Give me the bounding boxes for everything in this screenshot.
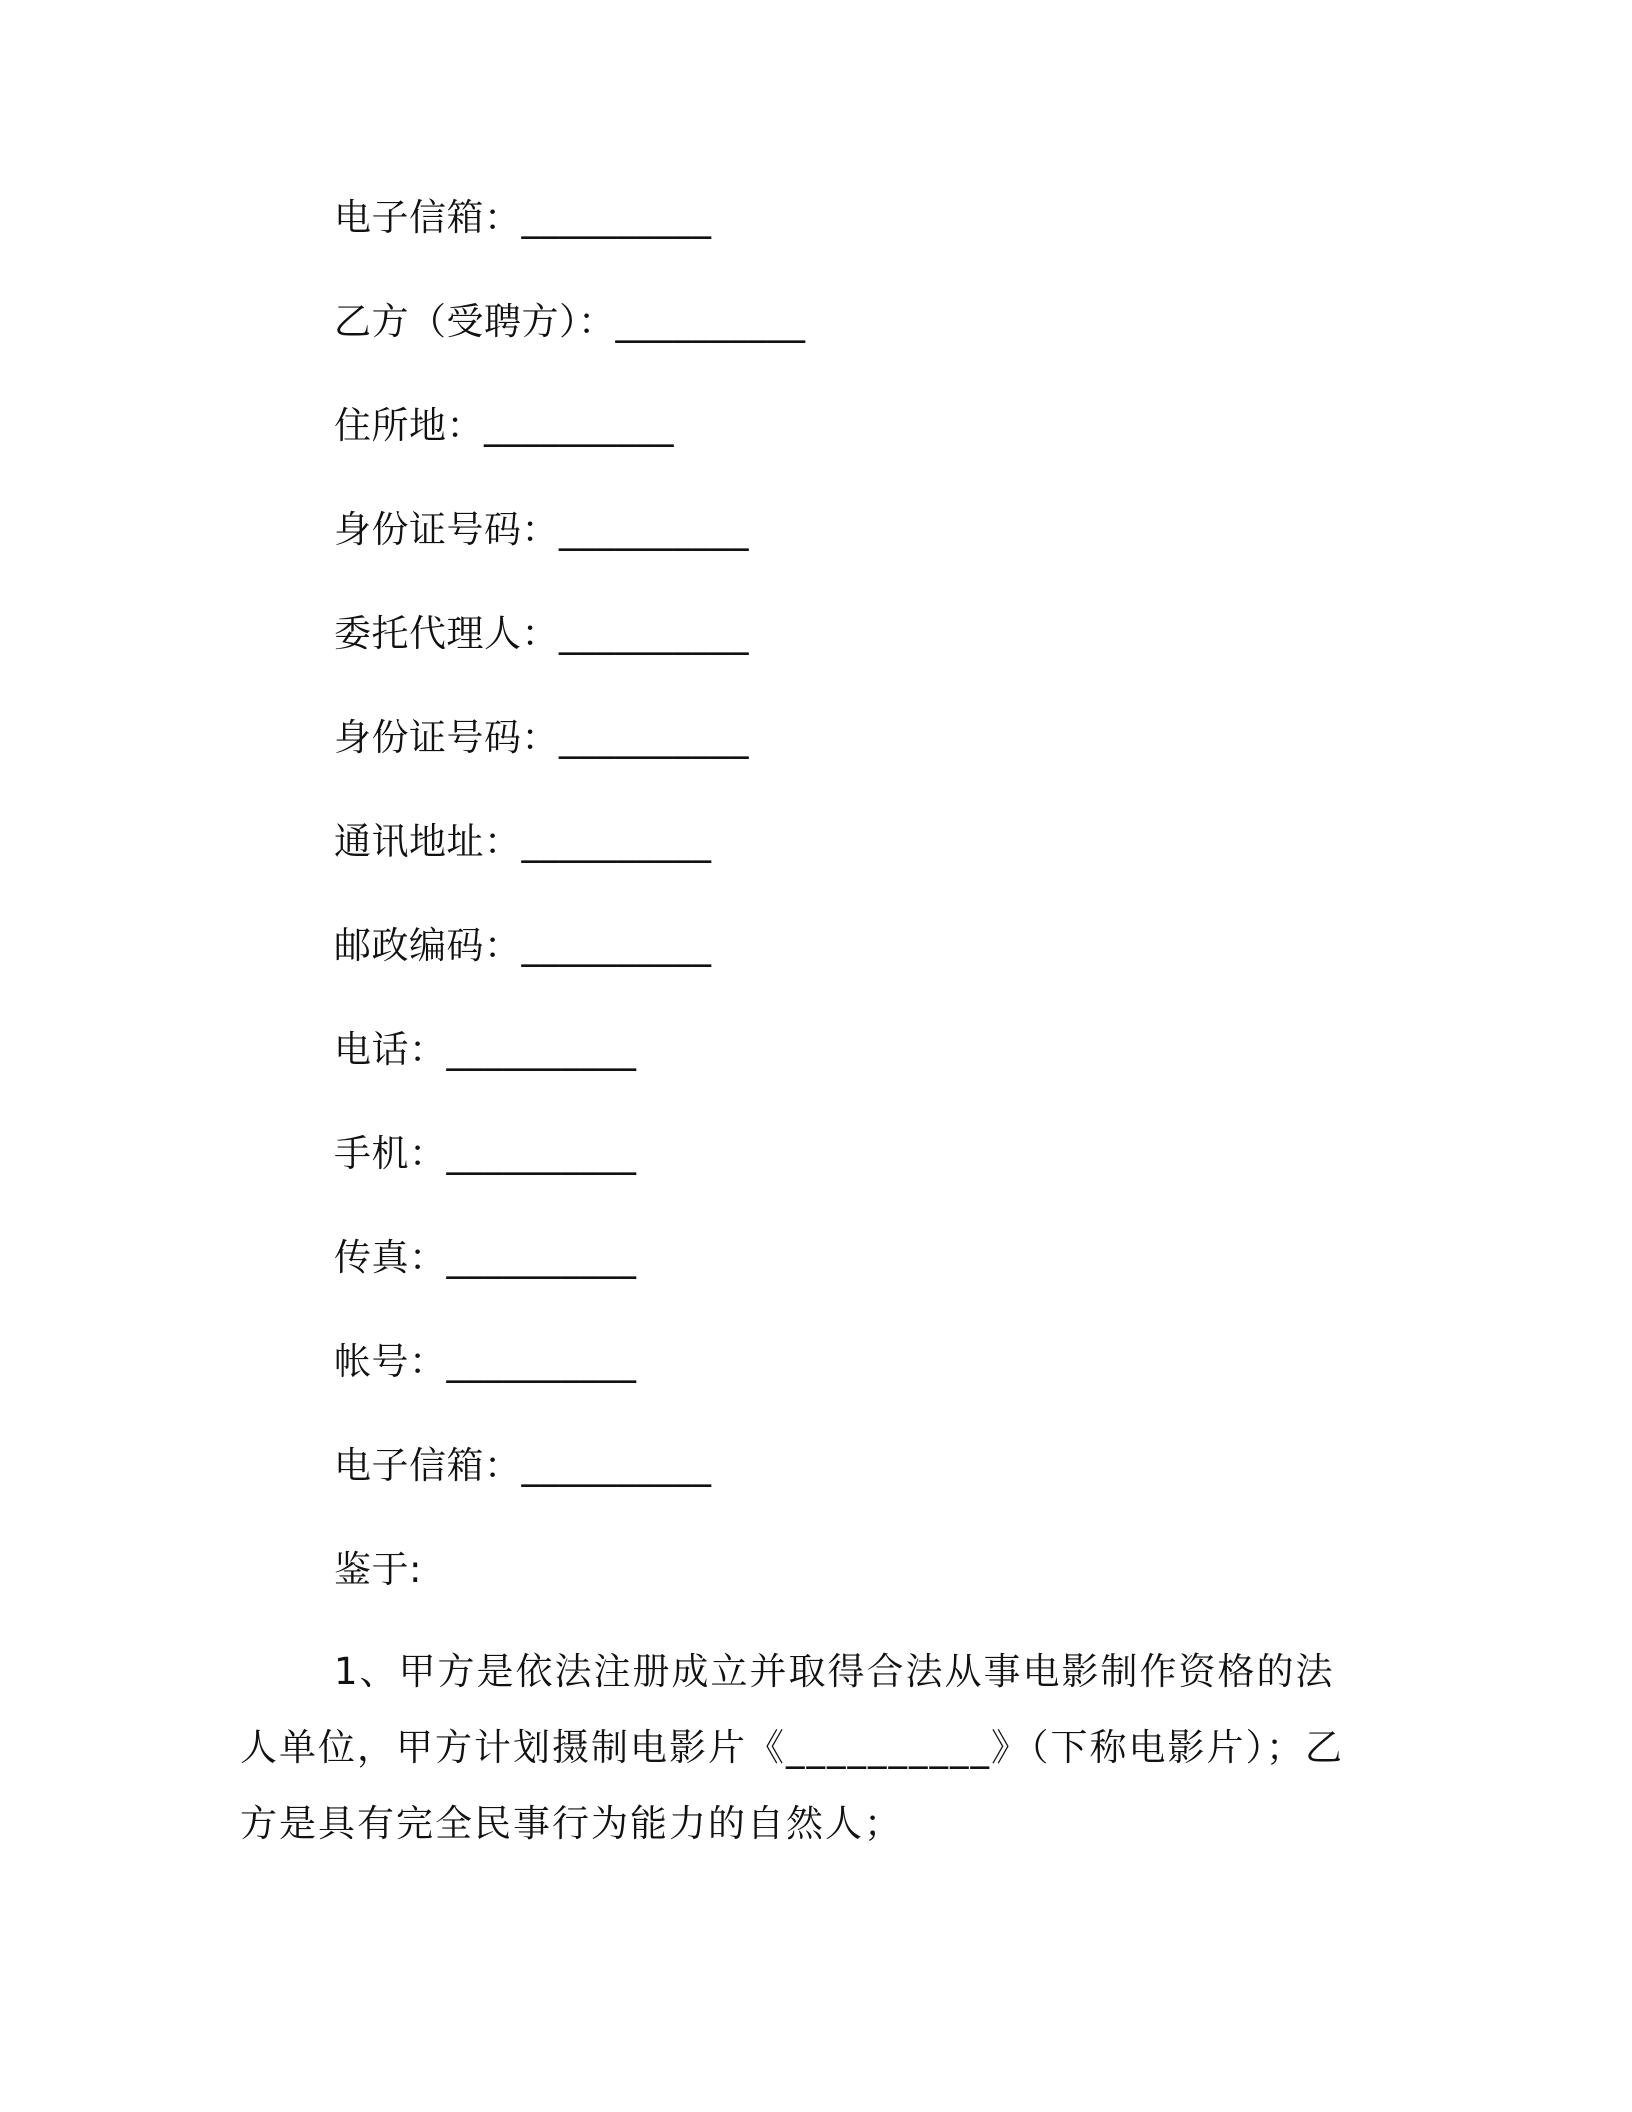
field-email-party-b: 电子信箱：__________ — [334, 1444, 712, 1487]
field-account: 帐号：__________ — [334, 1340, 637, 1383]
field-agent: 委托代理人：__________ — [334, 612, 749, 655]
field-agent-id-number: 身份证号码：__________ — [334, 716, 749, 759]
field-id-number: 身份证号码：__________ — [334, 508, 749, 551]
field-party-b-employee: 乙方（受聘方）：__________ — [334, 300, 806, 343]
paragraph-1: 1、甲方是依法注册成立并取得合法从事电影制作资格的法人单位，甲方计划摄制电影片《__________》（下称电影片）；乙方是具有完全民事行为能力的自然人； — [240, 1650, 1344, 1845]
field-fax: 传真：__________ — [334, 1236, 637, 1279]
field-mobile: 手机：__________ — [334, 1132, 637, 1175]
field-postal-code: 邮政编码：__________ — [334, 924, 712, 967]
field-email-party-a: 电子信箱：__________ — [334, 196, 712, 239]
field-phone: 电话：__________ — [334, 1028, 637, 1071]
field-mailing-address: 通讯地址：__________ — [334, 820, 712, 863]
field-residence: 住所地：__________ — [334, 404, 674, 447]
section-intro: 鉴于: — [334, 1548, 422, 1591]
